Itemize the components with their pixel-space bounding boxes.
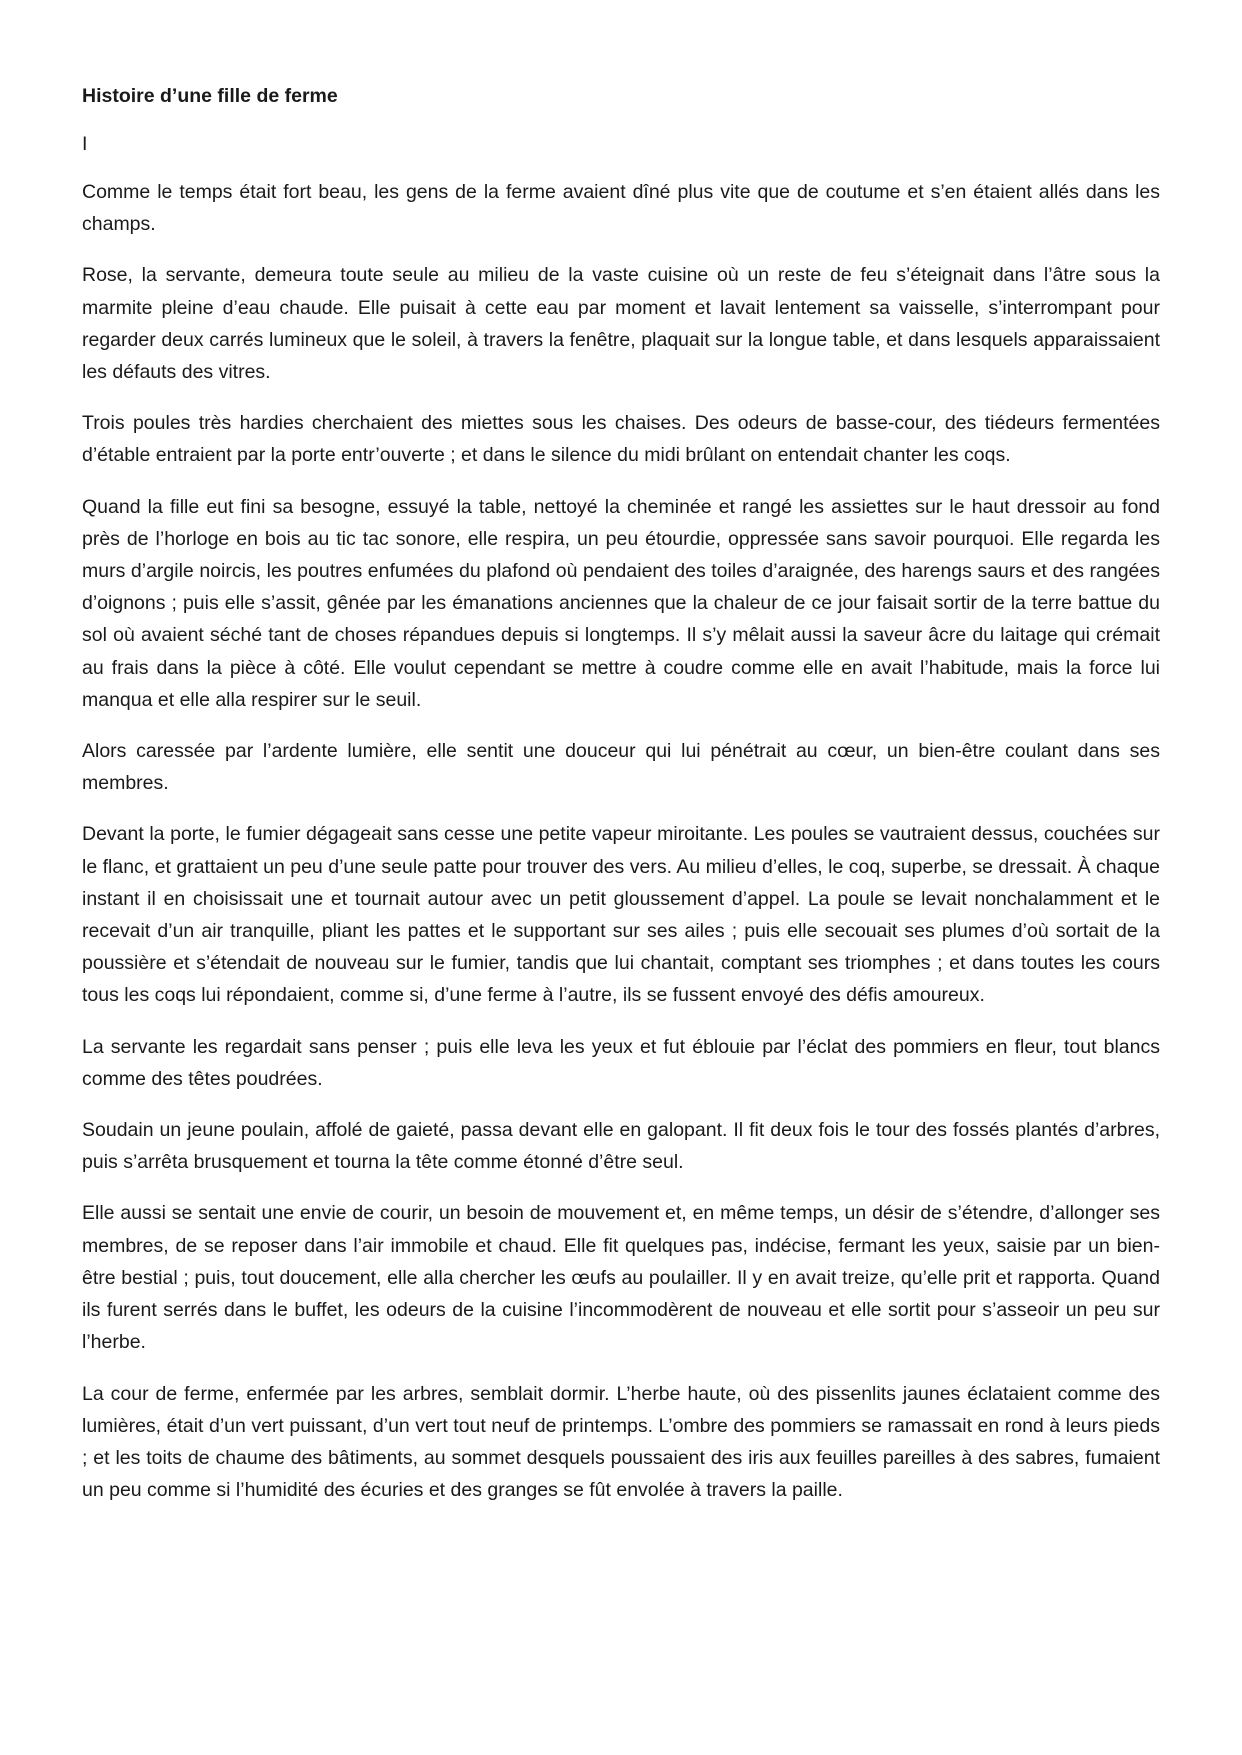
paragraph: Soudain un jeune poulain, affolé de gaieté, passa devant elle en galopant. Il fit deux fois le tour des fossés plantés d’arbres, puis s’arrêta brusquement et tourna la tête comme étonné d’être seul. bbox=[82, 1119, 1160, 1174]
paragraph: Alors caressée par l’ardente lumière, elle sentit une douceur qui lui pénétrait au cœur, un bien-être coulant dans ses membres. bbox=[82, 740, 1160, 795]
paragraph: Rose, la servante, demeura toute seule au milieu de la vaste cuisine où un reste de feu s’éteignait dans l’âtre sous la marmite pleine d’eau chaude. Elle puisait à cette eau par moment et lavait lentement sa vaisselle, s’interrompant pour regarder deux carrés lumineux que le soleil, à travers la fenêtre, plaquait sur la longue table, et dans lesquels apparaissaient les défauts des vitres. bbox=[82, 264, 1160, 384]
paragraph: Devant la porte, le fumier dégageait sans cesse une petite vapeur miroitante. Les poules se vautraient dessus, couchées sur le flanc, et grattaient un peu d’une seule patte pour trouver des vers. Au milieu d’elles, le coq, superbe, se dressait. À chaque instant il en choisissait une et tournait autour avec un petit gloussement d’appel. La poule se levait nonchalamment et le recevait d’un air tranquille, pliant les pattes et le supportant sur ses ailes ; puis elle secouait ses plumes d’où sortait de la poussière et s’étendait de nouveau sur le fumier, tandis que lui chantait, comptant ses triomphes ; et dans toutes les cours tous les coqs lui répondaient, comme si, d’une ferme à l’autre, ils se fussent envoyé des défis amoureux. bbox=[82, 823, 1160, 1007]
section-number: I bbox=[82, 133, 88, 155]
paragraph: Comme le temps était fort beau, les gens de la ferme avaient dîné plus vite que de coutume et s’en étaient allés dans les champs. bbox=[82, 181, 1160, 236]
document-page bbox=[82, 80, 1160, 1525]
document-title: Histoire d’une fille de ferme bbox=[82, 85, 338, 107]
paragraph: La cour de ferme, enfermée par les arbres, semblait dormir. L’herbe haute, où des pissenlits jaunes éclataient comme des lumières, était d’un vert puissant, d’un vert tout neuf de printemps. L’ombre des pommiers se ramassait en rond à leurs pieds ; et les toits de chaume des bâtiments, au sommet desquels poussaient des iris aux feuilles pareilles à des sabres, fumaient un peu comme si l’humidité des écuries et des granges se fût envolée à travers la paille. bbox=[82, 1382, 1160, 1502]
paragraph: Elle aussi se sentait une envie de courir, un besoin de mouvement et, en même temps, un désir de s’étendre, d’allonger ses membres, de se reposer dans l’air immobile et chaud. Elle fit quelques pas, indécise, fermant les yeux, saisie par un bien-être bestial ; puis, tout doucement, elle alla chercher les œufs au poulailler. Il y en avait treize, qu’elle prit et rapporta. Quand ils furent serrés dans le buffet, les odeurs de la cuisine l’incommodèrent de nouveau et elle sortit pour s’asseoir un peu sur l’herbe. bbox=[82, 1202, 1160, 1354]
paragraph: Trois poules très hardies cherchaient des miettes sous les chaises. Des odeurs de basse-cour, des tiédeurs fermentées d’étable entraient par la porte entr’ouverte ; et dans le silence du midi brûlant on entendait chanter les coqs. bbox=[82, 412, 1160, 467]
paragraph: Quand la fille eut fini sa besogne, essuyé la table, nettoyé la cheminée et rangé les assiettes sur le haut dressoir au fond près de l’horloge en bois au tic tac sonore, elle respira, un peu étourdie, oppressée sans savoir pourquoi. Elle regarda les murs d’argile noircis, les poutres enfumées du plafond où pendaient des toiles d’araignée, des harengs saurs et des rangées d’oignons ; puis elle s’assit, gênée par les émanations anciennes que la chaleur de ce jour faisait sortir de la terre battue du sol où avaient séché tant de choses répandues depuis si longtemps. Il s’y mêlait aussi la saveur âcre du laitage qui crémait au frais dans la pièce à côté. Elle voulut cependant se mettre à coudre comme elle en avait l’habitude, mais la force lui manqua et elle alla respirer sur le seuil. bbox=[82, 495, 1160, 711]
paragraph: La servante les regardait sans penser ; puis elle leva les yeux et fut éblouie par l’éclat des pommiers en fleur, tout blancs comme des têtes poudrées. bbox=[82, 1035, 1160, 1090]
